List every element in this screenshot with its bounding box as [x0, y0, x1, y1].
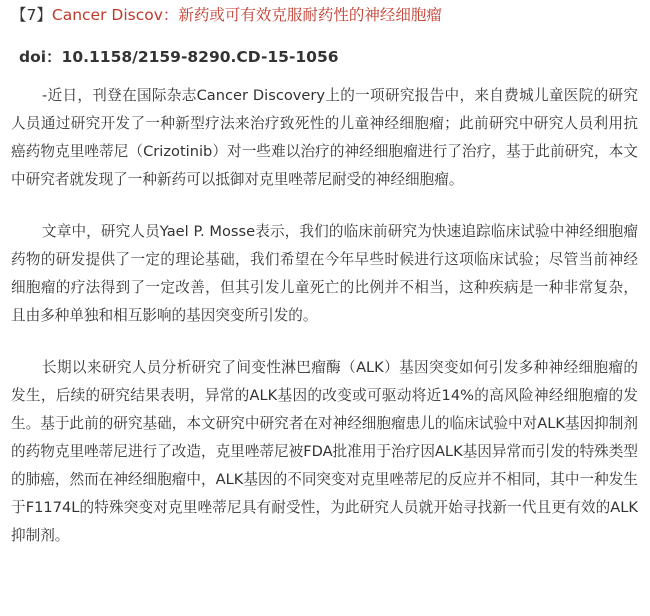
paragraph-1: -近日，刊登在国际杂志Cancer Discovery上的一项研究报告中，来自费城儿童医院的研究人员通过研究开发了一种新型疗法来治疗致死性的儿童神经细胞瘤；此前研究中研究人员利用抗癌药物克里唑蒂尼（Crizotinib）对一些难以治疗的神经细胞瘤进行了治疗，基于此前研究，本文中研究者就发现了一种新药可以抵御对克里唑蒂尼耐受的神经细胞瘤。 — [11, 87, 638, 188]
article-title — [11, 4, 638, 26]
paragraph-2: 文章中，研究人员Yael P. Mosse表示，我们的临床前研究为快速追踪临床试验中神经细胞瘤药物的研发提供了一定的理论基础，我们希望在今年早些时候进行这项临床试验；尽管当前神经细胞瘤的疗法得到了一定改善，但其引发儿童死亡的比例并不相当，这种疾病是一种非常复杂，且由多种单独和相互影响的基因突变所引发的。 — [11, 223, 638, 324]
article-number: 【7】 — [11, 6, 52, 24]
article-title-text[interactable]: Cancer Discov：新药或可有效克服耐药性的神经细胞瘤 — [51, 6, 442, 24]
doi-line: doi：10.1158/2159-8290.CD-15-1056 — [19, 48, 339, 66]
paragraph-3: 长期以来研究人员分析研究了间变性淋巴瘤酶（ALK）基因突变如何引发多种神经细胞瘤的发生，后续的研究结果表明，异常的ALK基因的改变或可驱动将近14%的高风险神经细胞瘤的发生。基于此前的研究基础，本文研究中研究者在对神经细胞瘤患儿的临床试验中对ALK基因抑制剂的药物克里唑蒂尼进行了改造，克里唑蒂尼被FDA批准用于治疗因ALK基因异常而引发的特殊类型的肺癌，然而在神经细胞瘤中，ALK基因的不同突变对克里唑蒂尼的反应并不相同，其中一种发生于F1174L的特殊突变对克里唑蒂尼具有耐受性，为此研究人员就开始寻找新一代且更有效的ALK抑制剂。 — [11, 359, 638, 544]
